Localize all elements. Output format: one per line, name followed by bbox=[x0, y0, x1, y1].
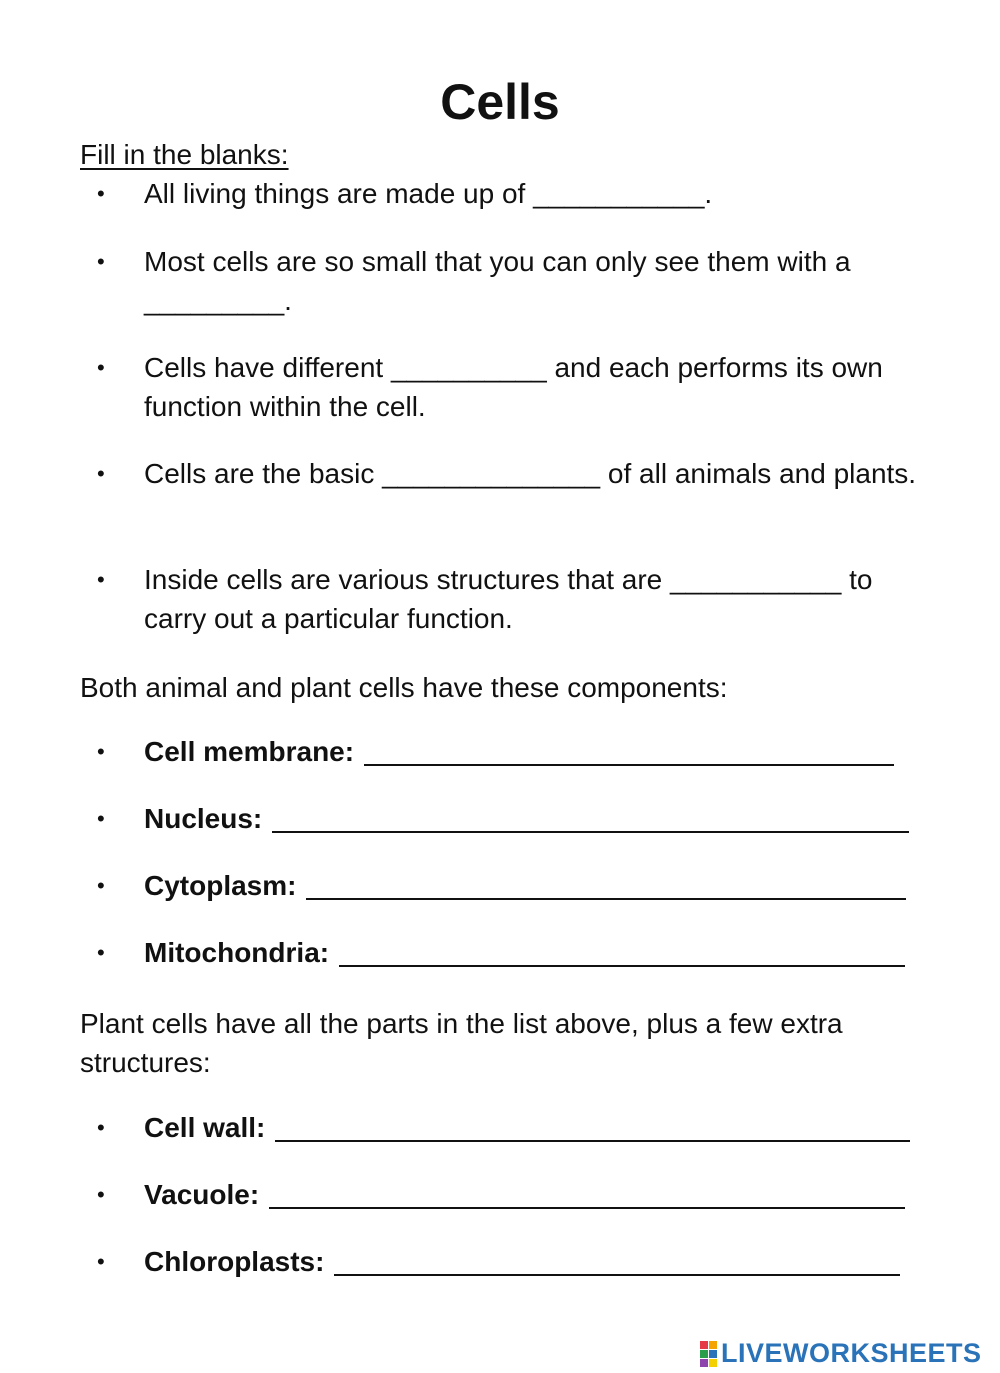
bullet: • bbox=[97, 873, 105, 898]
component-label: Vacuole: bbox=[144, 1179, 260, 1210]
worksheet-title: Cells bbox=[440, 74, 560, 130]
bullet: • bbox=[97, 1182, 105, 1207]
logo-text: LIVEWORKSHEETS bbox=[721, 1338, 982, 1368]
fill-item-text: Cells are the basic ______________ of all animals and plants. bbox=[144, 458, 917, 489]
component-label: Mitochondria: bbox=[144, 937, 330, 968]
component-row bbox=[97, 935, 905, 971]
bullet: • bbox=[97, 1249, 105, 1274]
plant-cells-intro: Plant cells have all the parts in the list above, plus a few extra structures: bbox=[80, 1008, 843, 1078]
bullet: • bbox=[97, 739, 105, 764]
fill-item-text: Inside cells are various structures that are ___________ to carry out a particular function. bbox=[144, 564, 881, 634]
component-label: Chloroplasts: bbox=[144, 1246, 325, 1277]
fill-item-text: Most cells are so small that you can only see them with a _________. bbox=[144, 246, 859, 316]
bullet: • bbox=[97, 940, 105, 965]
answer-blank[interactable] bbox=[334, 1248, 900, 1276]
fill-item bbox=[97, 560, 937, 638]
fill-item-text: Cells have different __________ and each performs its own function within the cell. bbox=[144, 352, 891, 422]
component-row bbox=[97, 1110, 910, 1146]
bullet: • bbox=[97, 1115, 105, 1140]
answer-blank[interactable] bbox=[269, 1181, 905, 1209]
answer-blank[interactable] bbox=[275, 1114, 910, 1142]
component-label: Nucleus: bbox=[144, 803, 263, 834]
both-cells-intro: Both animal and plant cells have these components: bbox=[80, 672, 728, 703]
component-label: Cell membrane: bbox=[144, 736, 355, 767]
bullet: • bbox=[97, 355, 105, 380]
component-label: Cell wall: bbox=[144, 1112, 266, 1143]
bullet: • bbox=[97, 249, 105, 274]
answer-blank[interactable] bbox=[272, 805, 909, 833]
answer-blank[interactable] bbox=[339, 939, 905, 967]
bullet: • bbox=[97, 181, 105, 206]
fill-item bbox=[97, 174, 937, 213]
answer-blank[interactable] bbox=[364, 738, 894, 766]
component-row bbox=[97, 801, 909, 837]
fill-in-heading: Fill in the blanks: bbox=[80, 139, 289, 170]
answer-blank[interactable] bbox=[306, 872, 906, 900]
fill-item bbox=[97, 454, 937, 493]
bullet: • bbox=[97, 806, 105, 831]
fill-item bbox=[97, 242, 937, 320]
component-label: Cytoplasm: bbox=[144, 870, 297, 901]
bullet: • bbox=[97, 567, 105, 592]
fill-item bbox=[97, 348, 937, 426]
fill-item-text: All living things are made up of ___________. bbox=[144, 178, 713, 209]
logo-blocks-icon bbox=[700, 1341, 717, 1367]
component-row bbox=[97, 1244, 900, 1280]
component-row bbox=[97, 1177, 905, 1213]
bullet: • bbox=[97, 461, 105, 486]
component-row bbox=[97, 734, 894, 770]
component-row bbox=[97, 868, 906, 904]
liveworksheets-logo bbox=[700, 1338, 982, 1369]
